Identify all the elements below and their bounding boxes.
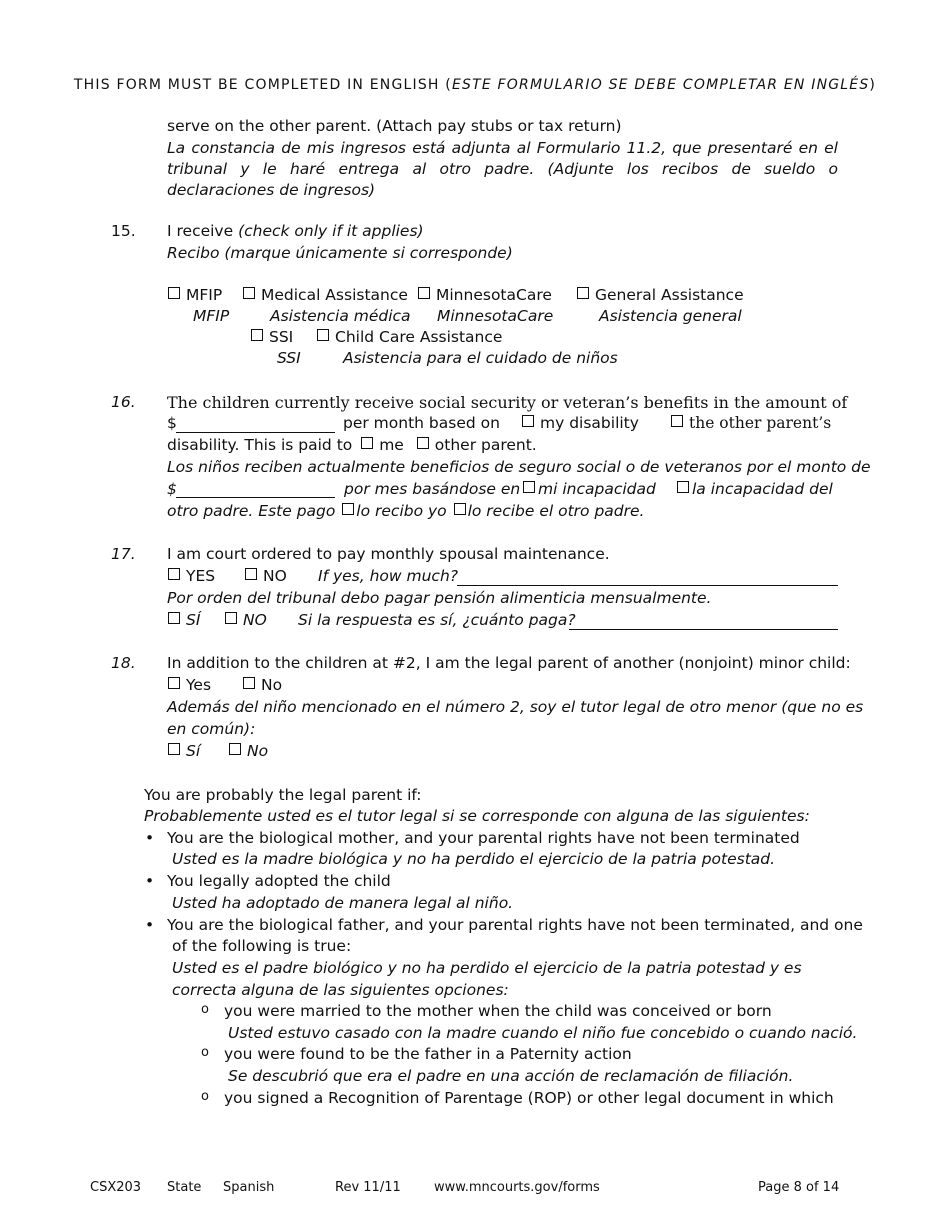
legal-b1: You are the biological mother, and your parental rights have not been terminated — [167, 829, 800, 847]
checkbox[interactable] — [418, 287, 430, 299]
q16-mid: per month based on — [343, 414, 500, 432]
checkbox[interactable] — [251, 329, 263, 341]
q16-dollar: $ — [167, 414, 177, 432]
q18-es2: en común): — [167, 720, 256, 738]
q15-option-es: MFIP — [193, 307, 230, 325]
q15-es: Recibo (marque únicamente si corresponde) — [167, 244, 513, 262]
footer-state: State — [167, 1180, 202, 1195]
checkbox[interactable] — [671, 415, 683, 427]
legal-s1: you were married to the mother when the child was conceived or born — [224, 1002, 772, 1020]
q15-option-child-care[interactable]: Child Care Assistance — [317, 328, 502, 346]
checkbox[interactable] — [677, 481, 689, 493]
legal-b2-es: Usted ha adoptado de manera legal al niño. — [172, 894, 514, 912]
q16-es1: Los niños reciben actualmente beneficios de seguro social o de veteranos por el monto de — [167, 458, 871, 476]
legal-s1-es: Usted estuvo casado con la madre cuando el niño fue concebido o cuando nació. — [228, 1024, 858, 1042]
q16-es-dollar: $ — [167, 480, 177, 498]
checkbox[interactable] — [168, 568, 180, 580]
checkbox[interactable] — [168, 287, 180, 299]
legal-b3-es2: correcta alguna de las siguientes opciones: — [172, 981, 509, 999]
q17-no[interactable]: NO — [245, 567, 287, 585]
footer-url[interactable]: www.mncourts.gov/forms — [434, 1180, 600, 1195]
q15-text: I receive (check only if it applies) — [167, 222, 424, 240]
bullet-icon: • — [145, 916, 155, 934]
bullet-icon: • — [145, 829, 155, 847]
q17-yes[interactable]: YES — [168, 567, 215, 585]
circle-bullet-icon: o — [201, 1045, 209, 1060]
legal-intro-es: Probablemente usted es el tutor legal si se corresponde con alguna de las siguientes: — [144, 807, 810, 825]
q17-es-amount-field[interactable] — [569, 629, 838, 630]
q18-es-yes[interactable]: Sí — [168, 742, 200, 760]
q18-es-no[interactable]: No — [229, 742, 268, 760]
q15-option-ssi[interactable]: SSI — [251, 328, 293, 346]
checkbox[interactable] — [243, 287, 255, 299]
q17-es-how: Si la respuesta es sí, ¿cuánto paga? — [298, 611, 576, 629]
checkbox[interactable] — [417, 437, 429, 449]
q16-line3: disability. This is paid to me other parent. — [167, 436, 537, 454]
q15-option-minnesotacare[interactable]: MinnesotaCare — [418, 286, 552, 304]
q15-option-es: MinnesotaCare — [437, 307, 554, 325]
q17-text: I am court ordered to pay monthly spousal maintenance. — [167, 545, 610, 563]
q17-es-yes[interactable]: SÍ — [168, 611, 200, 629]
q18-es1: Además del niño mencionado en el número 2, soy el tutor legal de otro menor (que no es — [167, 698, 864, 716]
checkbox[interactable] — [522, 415, 534, 427]
legal-b2: You legally adopted the child — [167, 872, 391, 890]
q15-option-es: SSI — [277, 349, 301, 367]
q17-how: If yes, how much? — [318, 567, 458, 585]
q18-number: 18. — [111, 654, 136, 672]
q15-option-es: Asistencia médica — [270, 307, 411, 325]
checkbox[interactable] — [229, 743, 241, 755]
q15-option-general-assistance[interactable]: General Assistance — [577, 286, 744, 304]
legal-s3: you signed a Recognition of Parentage (ROP) or other legal document in which — [224, 1089, 834, 1107]
legal-b1-es: Usted es la madre biológica y no ha perdido el ejercicio de la patria potestad. — [172, 850, 776, 868]
q16-amount-field[interactable] — [176, 432, 335, 433]
checkbox[interactable] — [317, 329, 329, 341]
intro-es: La constancia de mis ingresos está adjunta al Formulario 11.2, que presentaré en el tribunal y le haré entrega al otro padre. (Adjunte los recibos de sueldo o declaraciones de ingresos) — [167, 139, 838, 199]
legal-b3b: of the following is true: — [172, 937, 352, 955]
q15-option-es: Asistencia general — [599, 307, 742, 325]
footer-page: Page 8 of 14 — [758, 1180, 840, 1195]
checkbox[interactable] — [168, 612, 180, 624]
q17-number: 17. — [111, 545, 136, 563]
circle-bullet-icon: o — [201, 1089, 209, 1104]
bullet-icon: • — [145, 872, 155, 890]
footer-lang: Spanish — [223, 1180, 275, 1195]
checkbox[interactable] — [577, 287, 589, 299]
legal-b3a: You are the biological father, and your parental rights have not been terminated, and one — [167, 916, 863, 934]
q16-es-my[interactable]: mi incapacidad — [523, 480, 656, 498]
legal-b3-es1: Usted es el padre biológico y no ha perdido el ejercicio de la patria potestad y es — [172, 959, 802, 977]
q17-es-no[interactable]: NO — [225, 611, 267, 629]
q16-es-other[interactable]: la incapacidad del — [677, 480, 833, 498]
checkbox[interactable] — [361, 437, 373, 449]
q16-line1: The children currently receive social security or veteran’s benefits in the amount of — [167, 393, 848, 412]
checkbox[interactable] — [245, 568, 257, 580]
q18-text: In addition to the children at #2, I am the legal parent of another (nonjoint) minor child: — [167, 654, 851, 672]
q15-option-medical-assistance[interactable]: Medical Assistance — [243, 286, 408, 304]
q17-amount-field[interactable] — [457, 585, 838, 586]
q17-es: Por orden del tribunal debo pagar pensión alimenticia mensualmente. — [167, 589, 712, 607]
checkbox[interactable] — [342, 503, 354, 515]
q15-option-mfip[interactable]: MFIP — [168, 286, 222, 304]
q16-es-amount-field[interactable] — [176, 497, 335, 498]
footer-code: CSX203 — [90, 1180, 142, 1195]
q15-number: 15. — [111, 222, 136, 240]
q18-no[interactable]: No — [243, 676, 282, 694]
q18-yes[interactable]: Yes — [168, 676, 211, 694]
q16-my-disability[interactable]: my disability — [522, 414, 639, 432]
q16-number: 16. — [111, 393, 136, 411]
q16-other-disability[interactable]: the other parent’s — [671, 414, 831, 432]
q16-es-mid: por mes basándose en — [344, 480, 521, 498]
page-header: THIS FORM MUST BE COMPLETED IN ENGLISH (ESTE FORMULARIO SE DEBE COMPLETAR EN INGLÉS) — [73, 77, 877, 93]
checkbox[interactable] — [454, 503, 466, 515]
legal-intro: You are probably the legal parent if: — [144, 786, 422, 804]
checkbox[interactable] — [168, 743, 180, 755]
checkbox[interactable] — [243, 677, 255, 689]
q15-option-es: Asistencia para el cuidado de niños — [343, 349, 618, 367]
checkbox[interactable] — [225, 612, 237, 624]
intro-line: serve on the other parent. (Attach pay stubs or tax return) — [167, 117, 622, 135]
checkbox[interactable] — [523, 481, 535, 493]
circle-bullet-icon: o — [201, 1002, 209, 1017]
legal-s2: you were found to be the father in a Paternity action — [224, 1045, 632, 1063]
checkbox[interactable] — [168, 677, 180, 689]
legal-s2-es: Se descubrió que era el padre en una acción de reclamación de filiación. — [228, 1067, 794, 1085]
footer-rev: Rev 11/11 — [335, 1180, 401, 1195]
q16-es3: otro padre. Este pago lo recibo yo lo recibe el otro padre. — [167, 502, 645, 520]
